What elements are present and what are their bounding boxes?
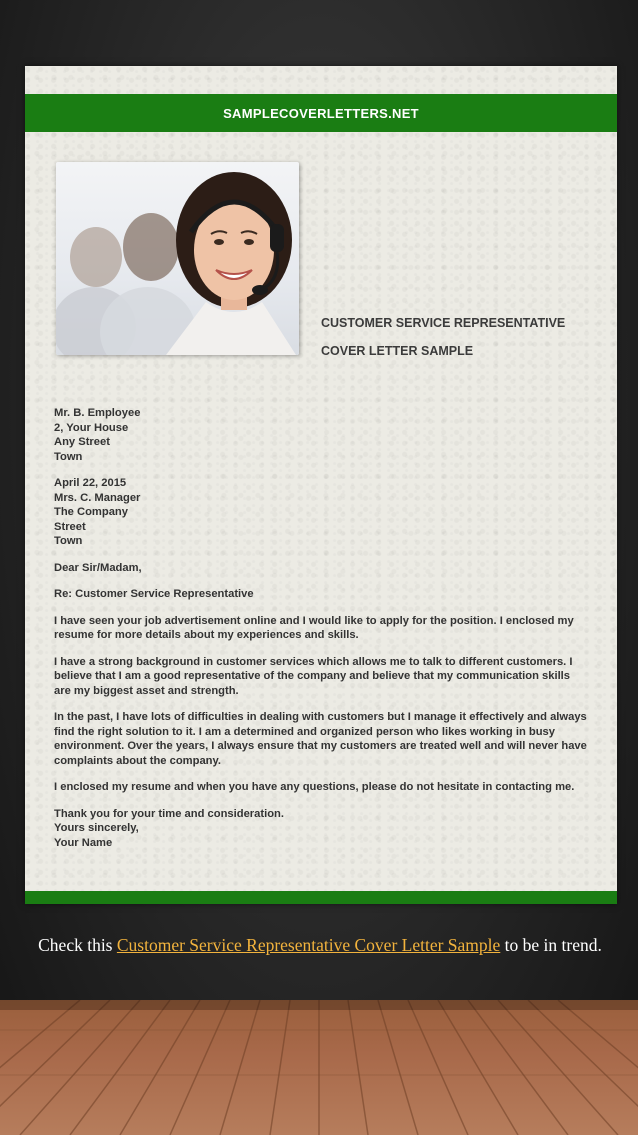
customer-service-photo — [56, 162, 299, 355]
recipient-address-line: Street — [54, 520, 86, 533]
sender-address — [54, 406, 589, 464]
recipient-address-line: Town — [54, 535, 83, 547]
letter-paragraph: In the past, I have lots of difficulties in dealing with customers but I manage it effectively and always find the right solution to it. I am a determined and organized person who likes working in busy environment. Over the years, I always ensure that my customers are treated well and will never have complaints about the company. — [54, 711, 587, 767]
sender-address-line: Town — [54, 450, 83, 463]
cover-letter-sample-link[interactable]: Customer Service Representative Cover Letter Sample — [116, 935, 501, 955]
site-header-bar — [25, 94, 617, 132]
document-title-line-1: CUSTOMER SERVICE REPRESENTATIVE — [321, 316, 566, 330]
subject-line: Re: Customer Service Representative — [54, 588, 254, 600]
cover-letter-sheet — [25, 66, 617, 904]
letter-closing — [54, 807, 589, 851]
recipient-address-line: Mrs. C. Manager — [54, 491, 141, 504]
site-name: SAMPLECOVERLETTERS.NET — [223, 105, 419, 121]
closing-line: Thank you for your time and consideration. — [54, 807, 284, 820]
caption-suffix: to be in trend. — [500, 935, 602, 955]
sender-address-line: Any Street — [54, 436, 110, 448]
sender-address-line: Mr. B. Employee — [54, 407, 141, 419]
caption-prefix: Check this — [38, 935, 117, 955]
recipient-address — [54, 476, 589, 549]
letter-date: April 22, 2015 — [54, 477, 127, 489]
sender-address-line: 2, Your House — [54, 421, 129, 434]
letter-body — [54, 406, 589, 850]
letter-paragraph: I have seen your job advertisement online and I would like to apply for the position. I enclosed my resume for more details about my experiences and skills. — [54, 614, 574, 641]
recipient-address-line: The Company — [54, 506, 128, 518]
letter-paragraph: I have a strong background in customer services which allows me to talk to different customers. I believe that I am a good representative of the company and believe that my communication skills are my biggest asset and strength. — [54, 655, 573, 697]
signature-name: Your Name — [54, 836, 113, 849]
document-title-line-2: COVER LETTER SAMPLE — [321, 344, 474, 358]
slide-caption — [20, 933, 620, 958]
letter-paragraph: I enclosed my resume and when you have any questions, please do not hesitate in contacting me. — [54, 781, 575, 793]
salutation: Dear Sir/Madam, — [54, 561, 142, 574]
site-footer-bar — [25, 891, 617, 904]
closing-line: Yours sincerely, — [54, 822, 139, 834]
wooden-floor — [0, 1000, 638, 1135]
